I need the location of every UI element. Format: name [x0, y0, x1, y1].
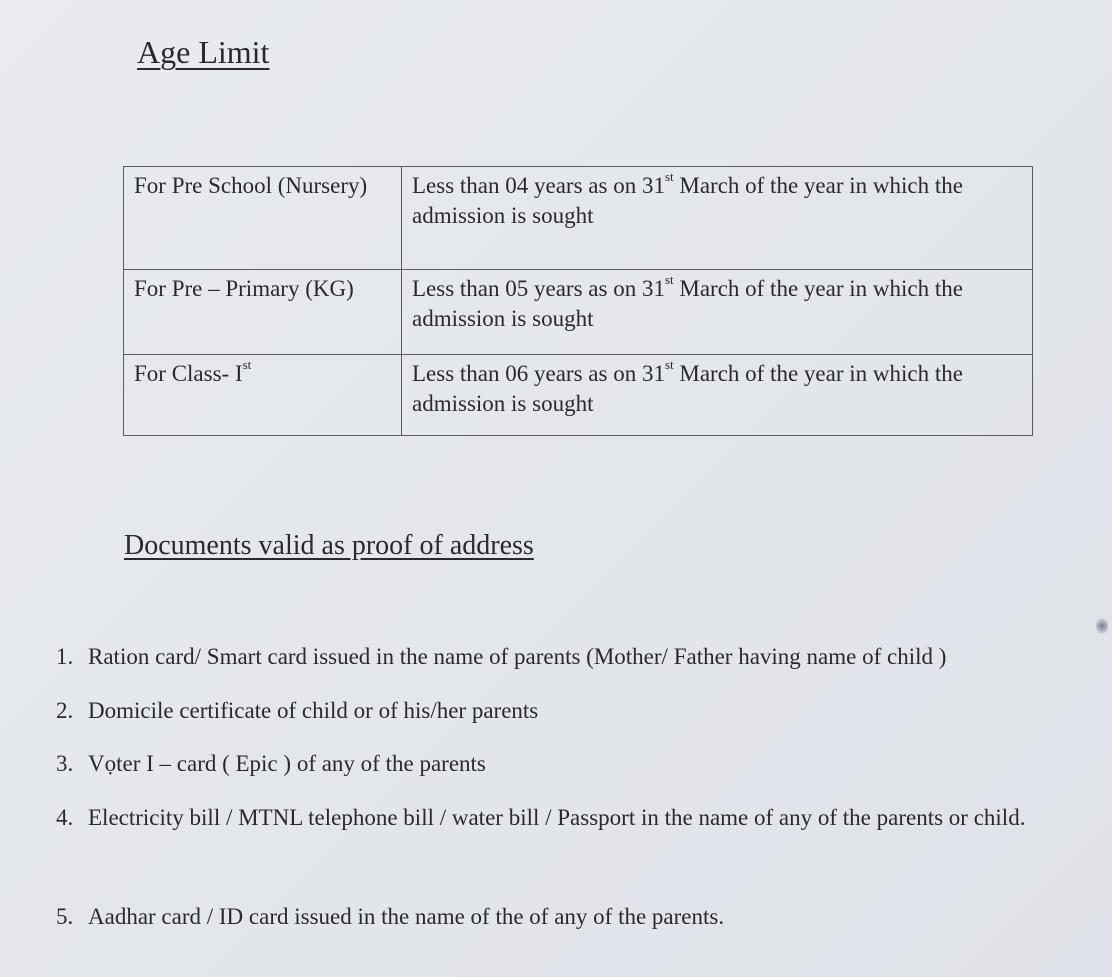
ink-smudge — [1096, 618, 1108, 634]
list-item: 5. Aadhar card / ID card issued in the name of the of any of the parents. — [56, 904, 725, 929]
age-limit-table — [123, 166, 1033, 436]
age-requirement: Less than 05 years as on 31st March of the year in which the admission is sought — [402, 270, 1033, 355]
class-label: For Pre – Primary (KG) — [124, 270, 402, 355]
table-row — [124, 270, 1033, 355]
documents-heading: Documents valid as proof of address — [124, 530, 534, 561]
age-requirement: Less than 04 years as on 31st March of the year in which the admission is sought — [402, 167, 1033, 270]
class-label: For Pre School (Nursery) — [124, 167, 402, 270]
table-row — [124, 355, 1033, 436]
list-item: 2. Domicile certificate of child or of his/her parents — [56, 698, 539, 723]
list-item: 3. Vọter I – card ( Epic ) of any of the parents — [56, 751, 486, 776]
age-requirement: Less than 06 years as on 31st March of the year in which the admission is sought — [402, 355, 1033, 436]
table-row — [124, 167, 1033, 270]
page-title: Age Limit — [137, 34, 270, 70]
class-label: For Class- Ist — [124, 355, 402, 436]
list-item: 1. Ration card/ Smart card issued in the name of parents (Mother/ Father having name of child ) — [56, 644, 947, 669]
list-item: 4. Electricity bill / MTNL telephone bill / water bill / Passport in the name of any of the parents or child. — [56, 805, 1026, 830]
